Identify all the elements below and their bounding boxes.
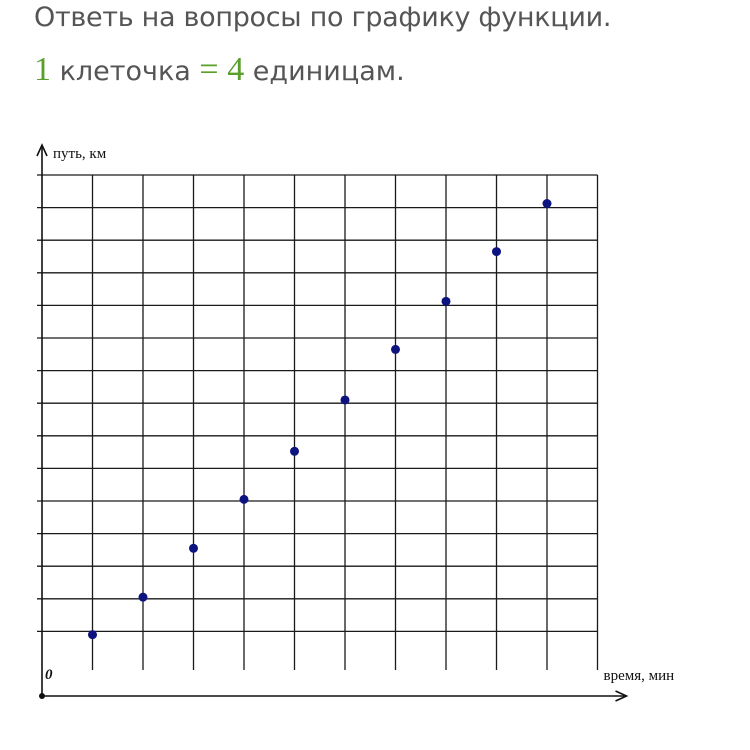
scale-unit: единицам. — [252, 56, 405, 87]
data-point — [290, 447, 299, 456]
chart-axes — [37, 145, 627, 701]
data-point — [492, 247, 501, 256]
data-point — [88, 630, 97, 639]
data-point — [341, 395, 350, 404]
data-point — [240, 495, 249, 504]
data-point — [391, 345, 400, 354]
origin-point — [39, 693, 45, 699]
chart-grid — [37, 175, 598, 670]
data-point — [442, 297, 451, 306]
data-points — [88, 199, 552, 639]
data-point — [543, 199, 552, 208]
question-text: Ответь на вопросы по графику функции. — [34, 2, 612, 33]
y-axis-label: путь, км — [53, 146, 107, 162]
equals-sign: = — [199, 51, 219, 88]
scale-count: 1 — [34, 51, 51, 88]
data-point — [139, 593, 148, 602]
scale-word: клеточка — [59, 56, 191, 87]
x-axis-label: время, мин — [603, 668, 675, 684]
origin-label: 0 — [45, 667, 53, 683]
scale-value: 4 — [227, 51, 245, 88]
data-point — [189, 544, 198, 553]
